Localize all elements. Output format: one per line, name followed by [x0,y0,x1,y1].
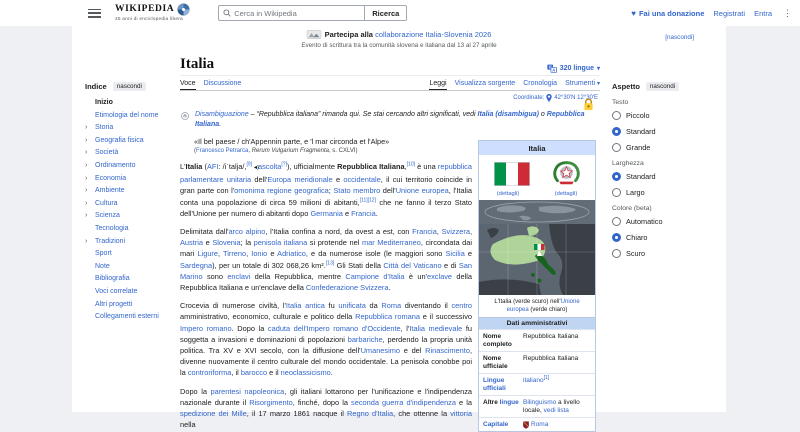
infobox-row-label[interactable]: Lingue ufficiali [483,376,506,392]
tab-strumenti[interactable]: Strumenti ▾ [565,80,600,87]
more-options-icon[interactable]: ⋮ [783,7,792,18]
tab-visualizza-sorgente[interactable]: Visualizza sorgente [454,80,516,87]
coordinates-value[interactable]: 42°30′N 12°30′E [554,95,598,101]
infobox-title: Italia [479,141,595,155]
banner-hide-link[interactable]: [nascondi] [665,34,694,41]
toc-item-scienza[interactable]: › Scienza [85,212,120,220]
radio-option-grande[interactable]: Grande [612,143,694,152]
chevron-right-icon[interactable]: › [85,237,88,245]
appearance-title: Aspetto [612,82,640,91]
languages-icon [547,64,557,73]
toc-hide-button[interactable]: nascondi [113,82,146,91]
svg-text:A: A [551,67,556,73]
radio-option-chiaro[interactable]: Chiaro [612,233,694,242]
capital-link[interactable]: Roma [531,420,549,428]
toc-item-economia[interactable]: › Economia [85,174,127,182]
toc-item-bibliografia[interactable]: Bibliografia [95,275,130,283]
languages-button[interactable] [547,64,600,73]
search-bar [218,5,407,21]
heart-icon: ♥ [631,8,636,18]
page-protection-indicator [583,98,594,116]
toc-item-collegamenti-esterni[interactable]: Collegamenti esterni [95,313,159,321]
chevron-right-icon[interactable]: › [85,187,88,195]
infobox-row-label[interactable]: Altre lingue [483,398,519,406]
toc-item-voci-correlate[interactable]: Voci correlate [95,287,138,295]
toc-item-sport[interactable]: Sport [95,250,112,258]
italy-emblem-image[interactable] [553,160,580,187]
chevron-right-icon[interactable]: › [85,174,88,182]
appearance-group-label-testo: Testo [612,99,629,106]
appearance-panel [612,82,694,265]
lead-paragraph-2: Delimitata dall'arco alpino, l'Italia confina a nord, da ovest a est, con Francia, Svizzera, Austria e Slovenia; la penisola italiana si protende nel mar Mediterraneo, circondata dai mari Ligure, Tirreno, Ionio e Adriatico, e da numerose isole (le maggiori sono Sicilia e Sardegna), per un totale di 302 068,26 km².[13] Gli Stati della Città del Vaticano e di San Marino sono enclavi della Repubblica, mentre Campione d'Italia è un'exclave della Repubblica Italiana e un'enclave della Confederazione Svizzera. [180,227,473,293]
eu-locator-map-image[interactable] [479,200,595,295]
radio-option-automatico[interactable]: Automatico [612,217,694,226]
infobox-section-header: Dati amministrativi [479,317,595,329]
infobox-row-lingue-ufficiali [479,373,595,395]
toc-item-altri-progetti[interactable]: Altri progetti [95,300,133,308]
chevron-right-icon[interactable]: › [85,136,88,144]
toc-item-ordinamento[interactable]: › Ordinamento [85,161,136,169]
infobox-row-value: Repubblica Italiana [523,354,579,362]
radio-icon[interactable] [612,249,621,258]
radio-icon[interactable] [612,217,621,226]
infobox-row-label[interactable]: Capitale [483,420,509,428]
radio-icon[interactable] [612,172,621,181]
lead-paragraph-4: Dopo la parentesi napoleonica, gli italiani lottarono per l'unificazione e l'indipendenza nazionale durante il Risorgimento, finché, dopo la seconda guerra d'indipendenza e la spedizione dei Mille, il 17 marzo 1861 nacque il Regno d'Italia, che ottenne la vittoria nella [180,386,473,430]
toc-item-societa[interactable]: › Società [85,149,119,157]
tab-discussione[interactable]: Discussione [203,79,242,87]
chevron-down-icon: ▾ [596,81,600,87]
logo-tagline: 25 anni di enciclopedia libera [115,17,183,23]
flag-details-link[interactable]: (dettagli) [496,191,520,197]
toc-item-cultura[interactable]: › Cultura [85,199,118,207]
radio-option-scuro[interactable]: Scuro [612,249,694,258]
chevron-right-icon[interactable]: › [85,161,88,169]
event-logo-icon [307,30,321,39]
toc-item-tradizioni[interactable]: › Tradizioni [85,237,126,245]
infobox-row-nome-completo [479,329,595,351]
lead-paragraph-1: L'Italia (AFI: /iˈtalja/,[9] ◄)ascolta[?]), ufficialmente Repubblica Italiana,[10] è una repubblica parlamentare unitaria dell'Europa meridionale e occidentale, il cui territorio coincide in gran parte con l'omonima regione geografica; Stato membro dell'Unione europea, l'Italia conta una popolazione di circa 59 milioni di abitanti,[11][12] che ne fanno il terzo Stato dell'Unione per numero di abitanti dopo Germania e Francia. [180,161,473,218]
banner-text[interactable]: Partecipa alla collaborazione Italia-Slovenia 2026 [324,30,492,39]
languages-count-label: 320 lingue [559,65,594,72]
search-input[interactable] [234,9,360,18]
chevron-down-icon: ▾ [596,66,600,72]
appearance-hide-button[interactable]: nascondi [646,82,679,91]
lead-quote: «Il bel paese / ch'Appennin parte, e 'l mar circonda et l'Alpe» [194,137,390,146]
country-infobox [478,140,596,432]
banner-subtitle: Evento di scrittura tra la comunità slovena e italiana dal 13 al 27 aprile [301,42,497,49]
radio-option-larghezza-standard[interactable]: Standard [612,172,694,181]
radio-option-largo[interactable]: Largo [612,188,694,197]
toc-item-etimologia[interactable]: Etimologia del nome [95,111,159,119]
disambiguation-notice [180,110,600,130]
radio-icon[interactable] [612,188,621,197]
radio-icon[interactable] [612,111,621,120]
chevron-right-icon[interactable]: › [85,199,88,207]
site-notice-banner [72,30,726,49]
wikipedia-puzzle-globe-icon [177,3,190,16]
disambiguation-text: Disambiguazione – “Repubblica italiana” rimanda qui. Se stai cercando altri significati, vedi Italia (disambigua) o Repubblica Italiana. [195,111,585,128]
toc-item-storia[interactable]: › Storia [85,124,114,132]
toc-item-ambiente[interactable]: › Ambiente [85,187,125,195]
tab-leggi[interactable]: Leggi [429,77,446,90]
coordinates-label[interactable]: Coordinate: [513,95,545,101]
lead-paragraph-3: Crocevia di numerose civiltà, l'Italia antica fu unificata da Roma diventando il centro amministrativo, economico, culturale e politico della Repubblica romana e il successivo Impero romano. Dopo la caduta dell'Impero romano d'Occidente, l'Italia medievale fu soggetta a invasioni e dominazioni di popolazioni barbariche, perdendo la propria unità politica. Tra XV e XVI secolo, con la diffusione dell'Umanesimo e del Rinascimento, divenne nuovamente il centro culturale del mondo occidentale. La penisola conobbe poi la controriforma, il barocco e il neoclassicismo. [180,301,473,378]
toc-item-note[interactable]: Note [95,262,110,270]
infobox-row-nome-ufficiale [479,351,595,373]
infobox-row-altre-lingue [479,395,595,417]
page-title: Italia [180,56,215,72]
tab-cronologia[interactable]: Cronologia [523,80,558,87]
lead-quote-attribution: (Francesco Petrarca, Rerum Vulgarium Fragmenta, s. CXLVI) [194,148,358,154]
infobox-row-value[interactable]: Bilinguismo a livello locale, vedi lista [523,398,580,414]
register-link[interactable]: Registrati [713,8,746,18]
toc-title: Indice [85,82,107,91]
article-tabs [180,76,600,91]
radio-option-testo-standard[interactable]: Standard [612,127,694,136]
infobox-row-value[interactable]: italiano[1] [523,374,550,384]
location-pin-icon [546,94,552,102]
appearance-group-label-colore: Colore (beta) [612,205,652,212]
chevron-right-icon[interactable]: › [85,124,88,132]
appearance-group-label-larghezza: Larghezza [612,160,644,167]
infobox-row-label: Nome ufficiale [483,354,508,370]
donate-link[interactable]: Fai una donazione [638,8,705,18]
italy-flag-image[interactable] [494,162,530,186]
map-caption: L'Italia (verde scuro) nell'Unione europea (verde chiaro) [479,295,595,317]
search-button[interactable]: Ricerca [364,5,407,21]
toc-item-geografia[interactable]: › Geografia fisica [85,136,144,144]
chevron-right-icon[interactable]: › [85,149,88,157]
table-of-contents [85,82,177,326]
login-link[interactable]: Entra [754,8,772,18]
wikipedia-logo[interactable] [115,3,190,23]
roma-coat-of-arms-icon [523,421,529,429]
coordinates-row [180,94,600,102]
main-menu-icon[interactable] [88,9,101,18]
tab-voce[interactable]: Voce [180,77,196,90]
page-protection-lock-icon [583,98,594,111]
emblem-details-link[interactable]: (dettagli) [554,191,578,197]
logo-wordmark: WIKIPEDIA [115,3,175,14]
top-bar [0,0,800,26]
toc-item-tecnologia[interactable]: Tecnologia [95,224,129,232]
disambiguation-icon [180,110,190,120]
chevron-right-icon[interactable]: › [85,212,88,220]
radio-icon[interactable] [612,233,621,242]
infobox-row-capitale [479,417,595,431]
radio-icon[interactable] [612,127,621,136]
radio-icon[interactable] [612,143,621,152]
infobox-row-label: Nome completo [483,332,512,348]
radio-option-piccolo[interactable]: Piccolo [612,111,694,120]
infobox-row-value: Repubblica Italiana [523,332,579,340]
toc-item-inizio[interactable]: Inizio [95,99,113,106]
search-icon [223,9,231,17]
